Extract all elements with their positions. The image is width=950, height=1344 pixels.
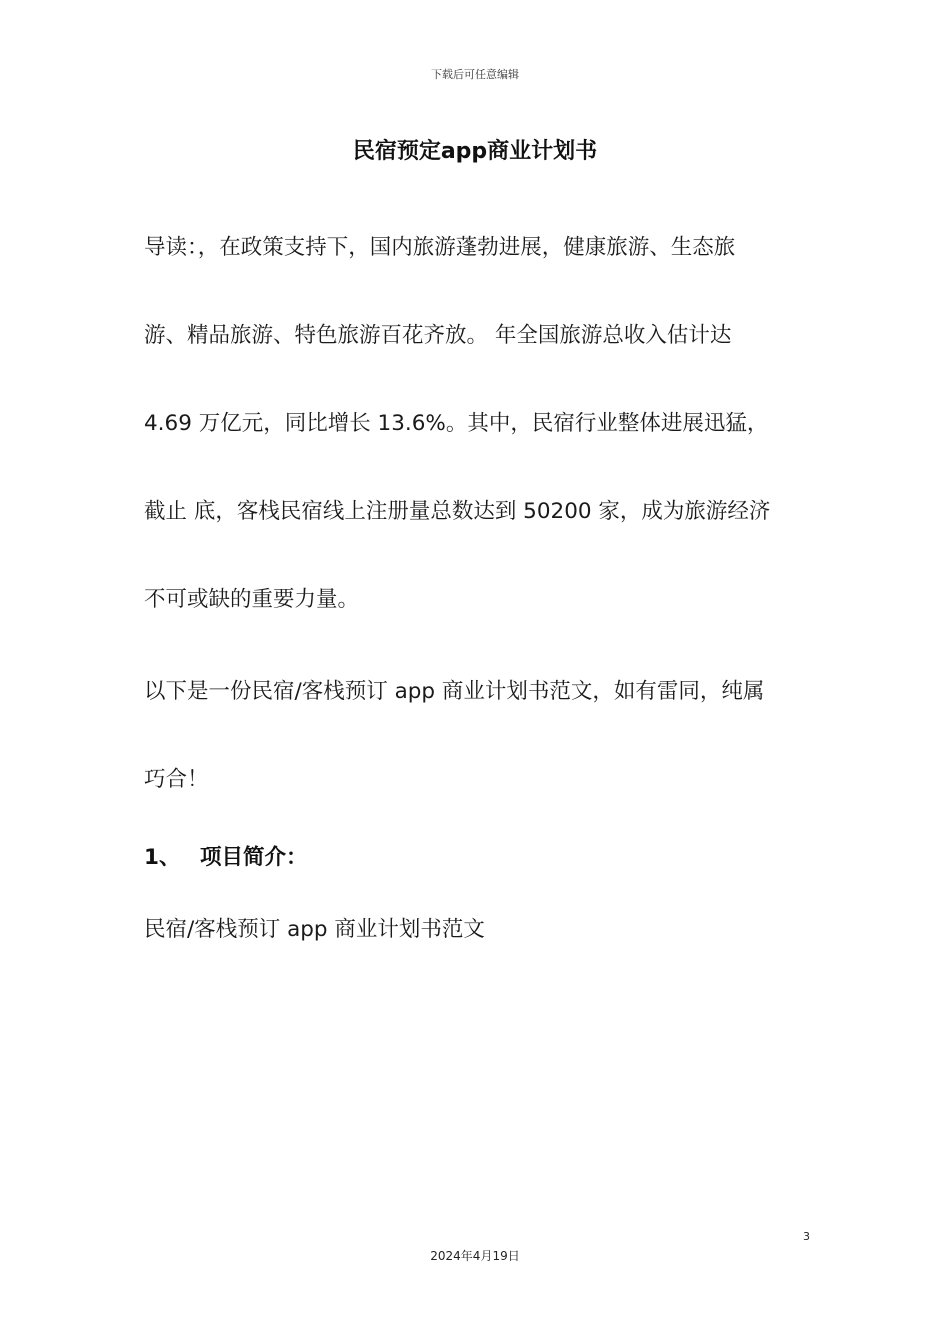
page-number: 3 bbox=[803, 1230, 810, 1243]
notice-paragraph bbox=[144, 648, 806, 824]
intro-line: 游、精品旅游、特色旅游百花齐放。 年全国旅游总收入估计达 bbox=[144, 323, 732, 348]
intro-line: 导读：，在政策支持下，国内旅游蓬勃进展，健康旅游、生态旅 bbox=[144, 235, 736, 260]
intro-line: 不可或缺的重要力量。 bbox=[144, 587, 360, 612]
document-title: 民宿预定app商业计划书 bbox=[352, 139, 598, 164]
section-heading bbox=[144, 840, 308, 871]
section-text: 民宿/客栈预订 app 商业计划书范文 bbox=[144, 917, 485, 942]
intro-line: 4.69 万亿元，同比增长 13.6%。其中，民宿行业整体进展迅猛， bbox=[144, 411, 769, 436]
notice-line: 以下是一份民宿/客栈预订 app 商业计划书范文，如有雷同，纯属 bbox=[144, 679, 765, 704]
section-number: 1、 bbox=[144, 845, 181, 870]
intro-line: 截止 底，客栈民宿线上注册量总数达到 50200 家，成为旅游经济 bbox=[144, 499, 771, 524]
section-title: 项目简介： bbox=[200, 845, 308, 870]
page-footer-date: 2024年4月19日 bbox=[430, 1249, 520, 1263]
intro-paragraph bbox=[144, 204, 806, 644]
notice-line: 巧合！ bbox=[144, 767, 209, 792]
page-header: 下载后可任意编辑 bbox=[431, 68, 519, 81]
